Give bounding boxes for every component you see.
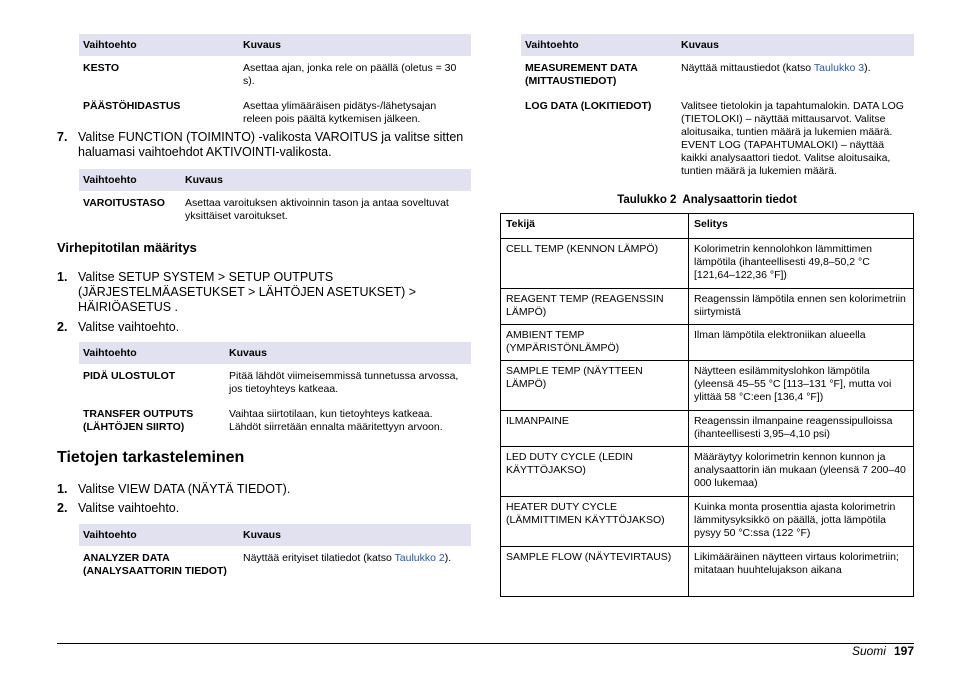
table-row (501, 361, 914, 411)
step-number: 2. (57, 320, 68, 334)
option-name: MEASUREMENT DATA (MITTAUSTIEDOT) (525, 62, 638, 87)
factor-name: AMBIENT TEMP (YMPÄRISTÖNLÄMPÖ) (501, 325, 689, 361)
factor-explanation: Kolorimetrin kennolohkon lämmittimen lämpötila (ihanteellisesti 49,8–50,2 °C [121,64–122,36 °F]) (689, 239, 914, 289)
option-description: Pitää lähdöt viimeisemmissä tunnetussa arvossa, jos tietoyhteys katkeaa. (229, 370, 459, 395)
option-name: KESTO (83, 62, 119, 74)
column-header-factor: Tekijä (501, 214, 689, 239)
description-text: ). (444, 552, 452, 564)
table-row (521, 56, 914, 94)
option-name: TRANSFER OUTPUTS (LÄHTÖJEN SIIRTO) (83, 408, 194, 433)
step-7 (57, 130, 471, 162)
table-reference-link[interactable]: Taulukko 2 (394, 552, 445, 564)
option-description: Asettaa ajan, jonka rele on päällä (oletus = 30 s). (243, 62, 457, 87)
step-2 (57, 501, 471, 517)
table-caption: Taulukko 2 Analysaattorin tiedot (617, 194, 797, 206)
table-row (501, 447, 914, 497)
table-row (79, 364, 471, 402)
factor-explanation: Likimääräinen näytteen virtaus kolorimetriin; mitataan huuhtelujakson aikana (689, 547, 914, 597)
section-heading: Tietojen tarkasteleminen (57, 449, 245, 466)
table-row (79, 56, 471, 94)
column-header-explanation: Selitys (689, 214, 914, 239)
table-row (501, 239, 914, 289)
table-row (79, 546, 471, 582)
column-header-description: Kuvaus (181, 169, 471, 191)
options-table-warning (79, 169, 471, 227)
table-row (501, 411, 914, 447)
factor-name: SAMPLE FLOW (NÄYTEVIRTAUS) (501, 547, 689, 597)
column-header-description: Kuvaus (239, 34, 471, 56)
footer-divider (57, 643, 914, 644)
column-header-option: Vaihtoehto (79, 169, 181, 191)
factor-name: SAMPLE TEMP (NÄYTTEEN LÄMPÖ) (501, 361, 689, 411)
column-header-description: Kuvaus (225, 342, 471, 364)
option-description (677, 56, 914, 94)
analyzer-data-table (500, 213, 914, 597)
step-number: 2. (57, 501, 68, 515)
step-text: Valitse FUNCTION (TOIMINTO) -valikosta VAROITUS ja valitse sitten haluamasi vaihtoehdot AKTIVOINTI-valikosta. (78, 130, 464, 159)
factor-explanation: Reagenssin lämpötila ennen sen kolorimetriin siirtymistä (689, 289, 914, 325)
step-number: 1. (57, 482, 68, 496)
table-row (79, 402, 471, 438)
option-name: ANALYZER DATA (ANALYSAATTORIN TIEDOT) (83, 552, 227, 577)
table-row (79, 191, 471, 227)
step-text: Valitse VIEW DATA (NÄYTÄ TIEDOT). (78, 482, 291, 496)
footer-language: Suomi (851, 644, 886, 658)
option-description (239, 546, 471, 582)
options-table-data-view (521, 34, 914, 182)
column-header-description: Kuvaus (677, 34, 914, 56)
step-1 (57, 482, 471, 498)
step-text: Valitse SETUP SYSTEM > SETUP OUTPUTS (JÄRJESTELMÄASETUKSET > LÄHTÖJEN ASETUKSET) > HÄIRIÖASETUS . (78, 270, 417, 314)
column-header-option: Vaihtoehto (79, 524, 239, 546)
factor-name: HEATER DUTY CYCLE (LÄMMITTIMEN KÄYTTÖJAKSO) (501, 497, 689, 547)
section-heading: Virhepitotilan määritys (57, 240, 197, 255)
option-name: VAROITUSTASO (83, 197, 165, 209)
step-1 (57, 270, 471, 316)
factor-explanation: Näytteen esilämmityslohkon lämpötila (yleensä 45–55 °C [113–131 °F], mutta voi ylittää 58 °C:een [136,4 °F]) (689, 361, 914, 411)
option-description: Asettaa ylimääräisen pidätys-/lähetysajan releen pois päältä kytkemisen jälkeen. (243, 100, 437, 125)
factor-explanation: Ilman lämpötila elektroniikan alueella (689, 325, 914, 361)
factor-name: LED DUTY CYCLE (LEDIN KÄYTTÖJAKSO) (501, 447, 689, 497)
description-text: Näyttää mittaustiedot (katso (681, 62, 814, 74)
step-text: Valitse vaihtoehto. (78, 501, 180, 515)
table-row (501, 289, 914, 325)
table-row (501, 325, 914, 361)
factor-explanation: Määräytyy kolorimetrin kennon kunnon ja analysaattorin iän mukaan (yleensä 7 200–40 000 lukemaa) (689, 447, 914, 497)
option-description: Asettaa varoituksen aktivoinnin tason ja antaa soveltuvat yksittäiset varoitukset. (185, 197, 449, 222)
step-text: Valitse vaihtoehto. (78, 320, 180, 334)
step-number: 7. (57, 130, 68, 144)
option-description: Valitsee tietolokin ja tapahtumalokin. DATA LOG (TIETOLOKI) – näyttää mittausarvot. Valitse aloitusaika, tuntien määrä ja lukemien määrä. EVENT LOG (TAPAHTUMALOKI) – näyttää kaikki analysaattori tiedot. Valitse aloitusaika, tuntien määrä ja lukemien määrä. (681, 100, 904, 177)
table-reference-link[interactable]: Taulukko 3 (813, 62, 865, 74)
column-header-option: Vaihtoehto (79, 342, 225, 364)
table-row (79, 94, 471, 130)
factor-explanation: Reagenssin ilmanpaine reagenssipulloissa (ihanteellisesti 3,95–4,10 psi) (689, 411, 914, 447)
table-row (501, 547, 914, 597)
factor-explanation: Kuinka monta prosenttia ajasta kolorimetrin lämmitysyksikkö on päällä, jotta lämpötila pysyy 50 °C:ssa (122 °F) (689, 497, 914, 547)
option-name: LOG DATA (LOKITIEDOT) (525, 100, 652, 112)
options-table-relay (79, 34, 471, 130)
table-row (501, 497, 914, 547)
options-table-view-data (79, 524, 471, 582)
table-row (521, 94, 914, 182)
page-footer (852, 644, 914, 658)
factor-name: CELL TEMP (KENNON LÄMPÖ) (501, 239, 689, 289)
step-2 (57, 320, 471, 336)
description-text: ). (864, 62, 871, 74)
column-header-option: Vaihtoehto (79, 34, 239, 56)
factor-name: REAGENT TEMP (REAGENSSIN LÄMPÖ) (501, 289, 689, 325)
column-header-description: Kuvaus (239, 524, 471, 546)
step-number: 1. (57, 270, 68, 284)
option-name: PÄÄSTÖHIDASTUS (83, 100, 181, 112)
option-name: PIDÄ ULOSTULOT (83, 370, 176, 382)
options-table-fault-hold (79, 342, 471, 438)
page-number: 197 (893, 644, 914, 658)
description-text: Näyttää erityiset tilatiedot (katso (243, 552, 395, 564)
factor-name: ILMANPAINE (501, 411, 689, 447)
option-description: Vaihtaa siirtotilaan, kun tietoyhteys katkeaa. Lähdöt siirretään ennalta määritettyyn arvoon. (229, 408, 443, 433)
column-header-option: Vaihtoehto (521, 34, 677, 56)
